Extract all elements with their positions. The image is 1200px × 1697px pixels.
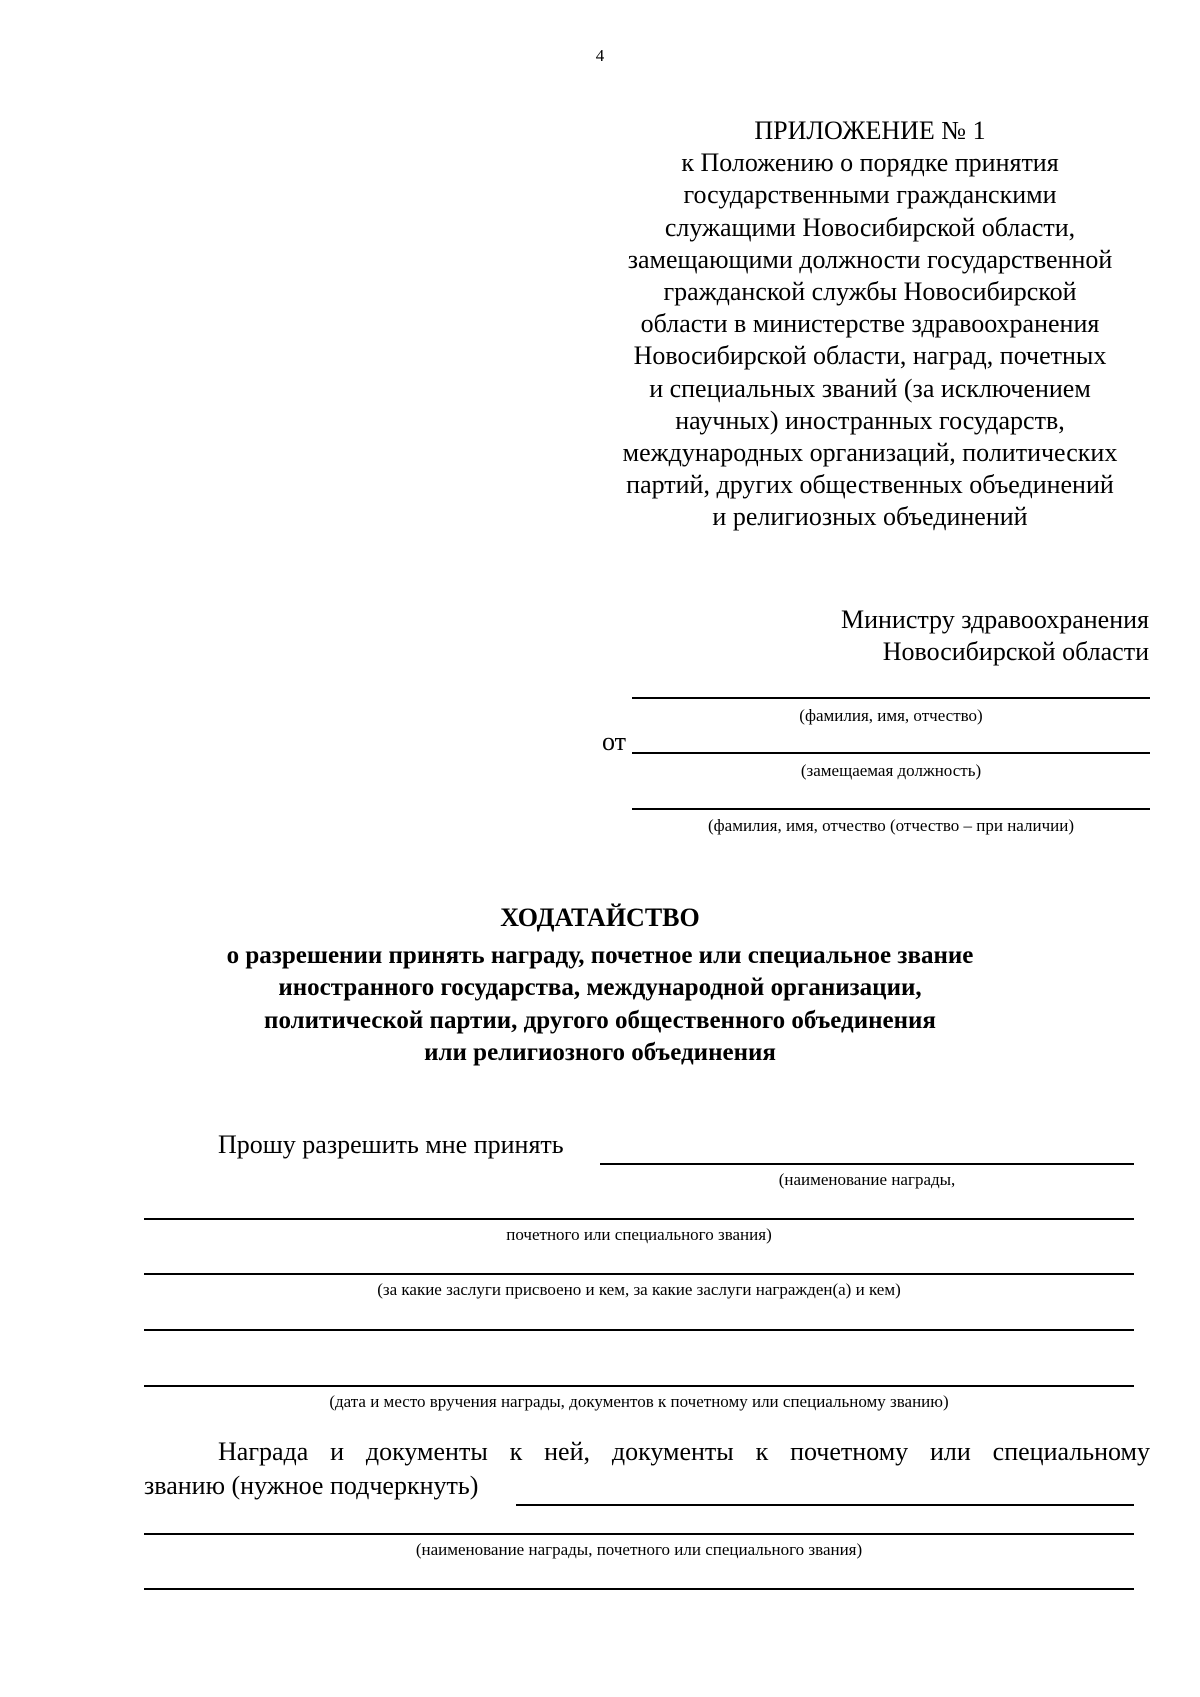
position-caption: (замещаемая должность) (800, 761, 982, 780)
page-number: 4 (595, 46, 605, 65)
documents-field-line[interactable] (516, 1504, 1134, 1506)
documents-caption: (наименование награды, почетного или специального звания) (415, 1540, 863, 1559)
subtitle-line: о разрешении принять награду, почетное или специальное звание (226, 942, 974, 969)
document-subtitle (0, 940, 1200, 1070)
fio-caption: (фамилия, имя, отчество) (799, 706, 983, 725)
fio-full-field-line[interactable] (632, 808, 1150, 810)
addressee-line: Новосибирской области (882, 637, 1149, 666)
appendix-line: научных) иностранных государств, (675, 405, 1065, 435)
documents-word: Награда (218, 1437, 309, 1466)
documents-word: к (509, 1437, 523, 1466)
appendix-line: замещающими должности государственной (627, 244, 1113, 274)
merits-field-line[interactable] (144, 1273, 1134, 1275)
appendix-line: к Положению о порядке принятия (681, 148, 1059, 178)
appendix-line: ПРИЛОЖЕНИЕ № 1 (754, 116, 986, 145)
fio-field-line[interactable] (632, 697, 1150, 699)
documents-word: ней, (544, 1437, 590, 1466)
documents-word: документы (365, 1437, 488, 1466)
documents-word: или (930, 1437, 971, 1466)
addressee-block (841, 604, 1149, 668)
appendix-line: области в министерстве здравоохранения (640, 309, 1100, 339)
appendix-line: гражданской службы Новосибирской (663, 277, 1077, 307)
appendix-line: Новосибирской области, наград, почетных (633, 341, 1107, 371)
appendix-line: партий, других общественных объединений (626, 470, 1114, 500)
addressee-line: Министру здравоохранения (840, 605, 1149, 634)
appendix-line: и религиозных объединений (712, 502, 1028, 532)
appendix-line: и специальных званий (за исключением (649, 373, 1091, 403)
documents-line-1 (144, 1437, 1150, 1467)
subtitle-line: политической партии, другого общественного объединения (264, 1006, 936, 1034)
award-caption: (наименование награды, (778, 1170, 956, 1189)
title-caption: почетного или специального звания) (506, 1225, 772, 1244)
subtitle-line: или религиозного объединения (424, 1039, 776, 1067)
position-field-line[interactable] (632, 752, 1150, 754)
documents-word: специальному (992, 1437, 1150, 1466)
subtitle-line: иностранного государства, международной организации, (278, 974, 922, 1002)
documents-final-line[interactable] (144, 1588, 1134, 1590)
merits-caption: (за какие заслуги присвоено и кем, за какие заслуги награжден(а) и кем) (377, 1280, 901, 1299)
fio-full-caption: (фамилия, имя, отчество (отчество – при наличии) (707, 816, 1074, 835)
award-field-line[interactable] (600, 1163, 1134, 1165)
documents-word: к (755, 1437, 769, 1466)
documents-word: почетному (790, 1437, 909, 1466)
documents-word: документы (611, 1437, 734, 1466)
merits-continuation-line[interactable] (144, 1329, 1134, 1331)
appendix-line: служащими Новосибирской области, (664, 212, 1076, 242)
appendix-line: государственными гражданскими (683, 180, 1057, 210)
documents-line-2: званию (нужное подчеркнуть) (144, 1471, 479, 1500)
award-continuation-line[interactable] (144, 1218, 1134, 1220)
request-text: Прошу разрешить мне принять (218, 1130, 564, 1159)
document-title: ХОДАТАЙСТВО (500, 903, 700, 932)
from-label: от (602, 727, 627, 756)
documents-continuation-line[interactable] (144, 1533, 1134, 1535)
date-caption: (дата и место вручения награды, документов к почетному или специальному званию) (329, 1392, 949, 1411)
documents-word: и (330, 1437, 345, 1466)
appendix-line: международных организаций, политических (622, 438, 1118, 468)
appendix-header (590, 115, 1150, 534)
date-field-line[interactable] (144, 1385, 1134, 1387)
